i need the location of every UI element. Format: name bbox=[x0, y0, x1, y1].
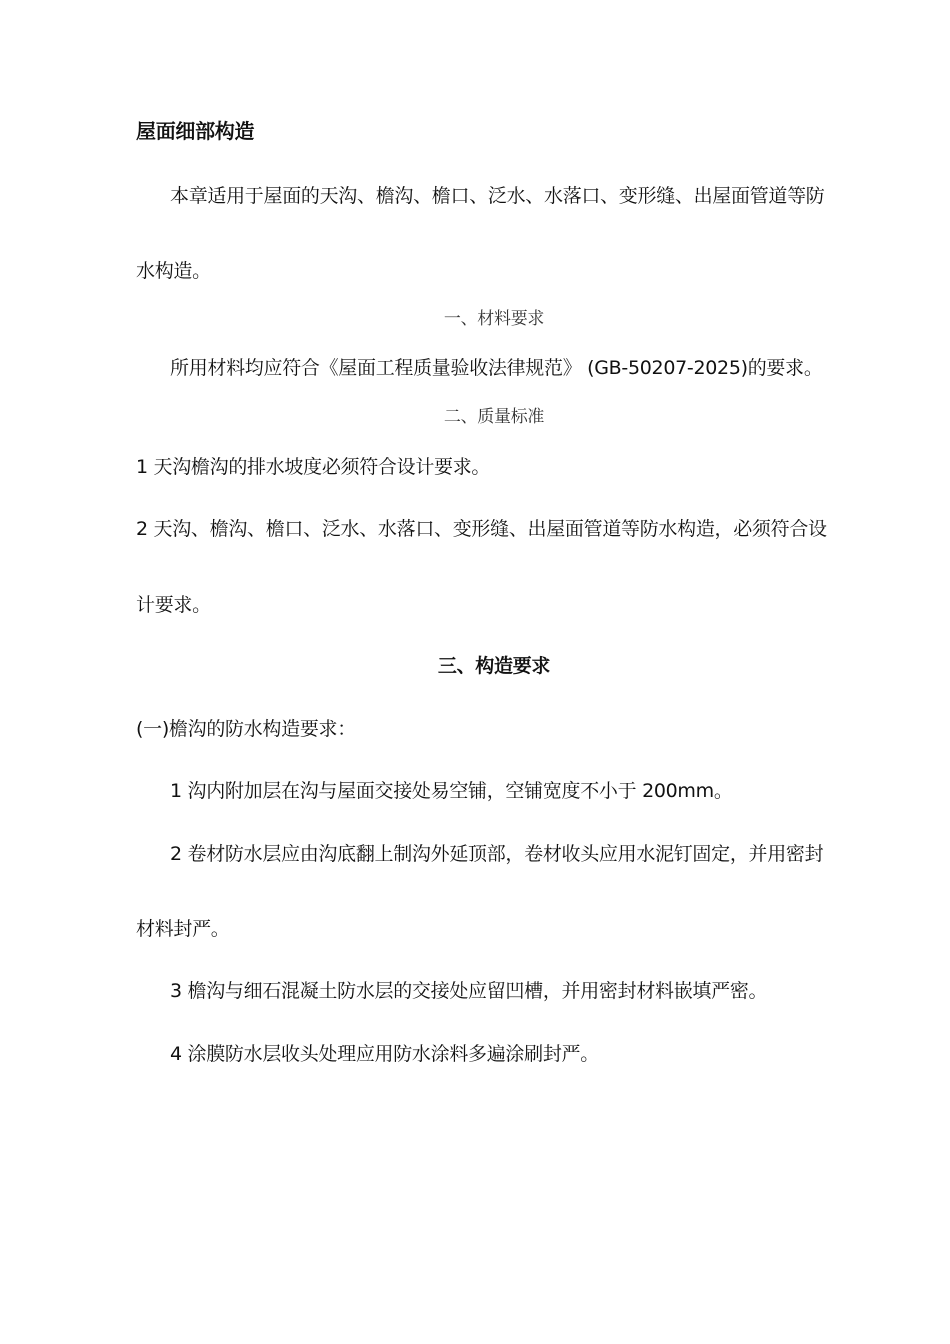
construction-item-2-line-1: 2 卷材防水层应由沟底翻上制沟外延顶部，卷材收头应用水泥钉固定，并用密封 bbox=[170, 843, 824, 865]
construction-item-4: 4 涂膜防水层收头处理应用防水涂料多遍涂刷封严。 bbox=[170, 1043, 599, 1065]
intro-line-1: 本章适用于屋面的天沟、檐沟、檐口、泛水、水落口、变形缝、出屋面管道等防 bbox=[170, 185, 825, 207]
quality-item-2-line-1: 2 天沟、檐沟、檐口、泛水、水落口、变形缝、出屋面管道等防水构造，必须符合设 bbox=[136, 518, 827, 540]
quality-item-1: 1 天沟檐沟的排水坡度必须符合设计要求。 bbox=[136, 456, 491, 478]
construction-subheading-gutter: (一)檐沟的防水构造要求： bbox=[136, 718, 356, 740]
section-heading-quality: 二、质量标准 bbox=[443, 407, 545, 427]
document-title: 屋面细部构造 bbox=[136, 119, 255, 143]
construction-item-1: 1 沟内附加层在沟与屋面交接处易空铺，空铺宽度不小于 200mm。 bbox=[170, 780, 733, 802]
section-heading-construction: 三、构造要求 bbox=[437, 655, 551, 677]
materials-text: 所用材料均应符合《屋面工程质量验收法律规范》 (GB-50207-2025)的要求。 bbox=[170, 357, 823, 379]
quality-item-2-line-2: 计要求。 bbox=[136, 594, 211, 616]
section-heading-materials: 一、材料要求 bbox=[443, 309, 545, 329]
intro-line-2: 水构造。 bbox=[136, 260, 211, 282]
construction-item-2-line-2: 材料封严。 bbox=[136, 918, 230, 940]
construction-item-3: 3 檐沟与细石混凝土防水层的交接处应留凹槽，并用密封材料嵌填严密。 bbox=[170, 980, 768, 1002]
